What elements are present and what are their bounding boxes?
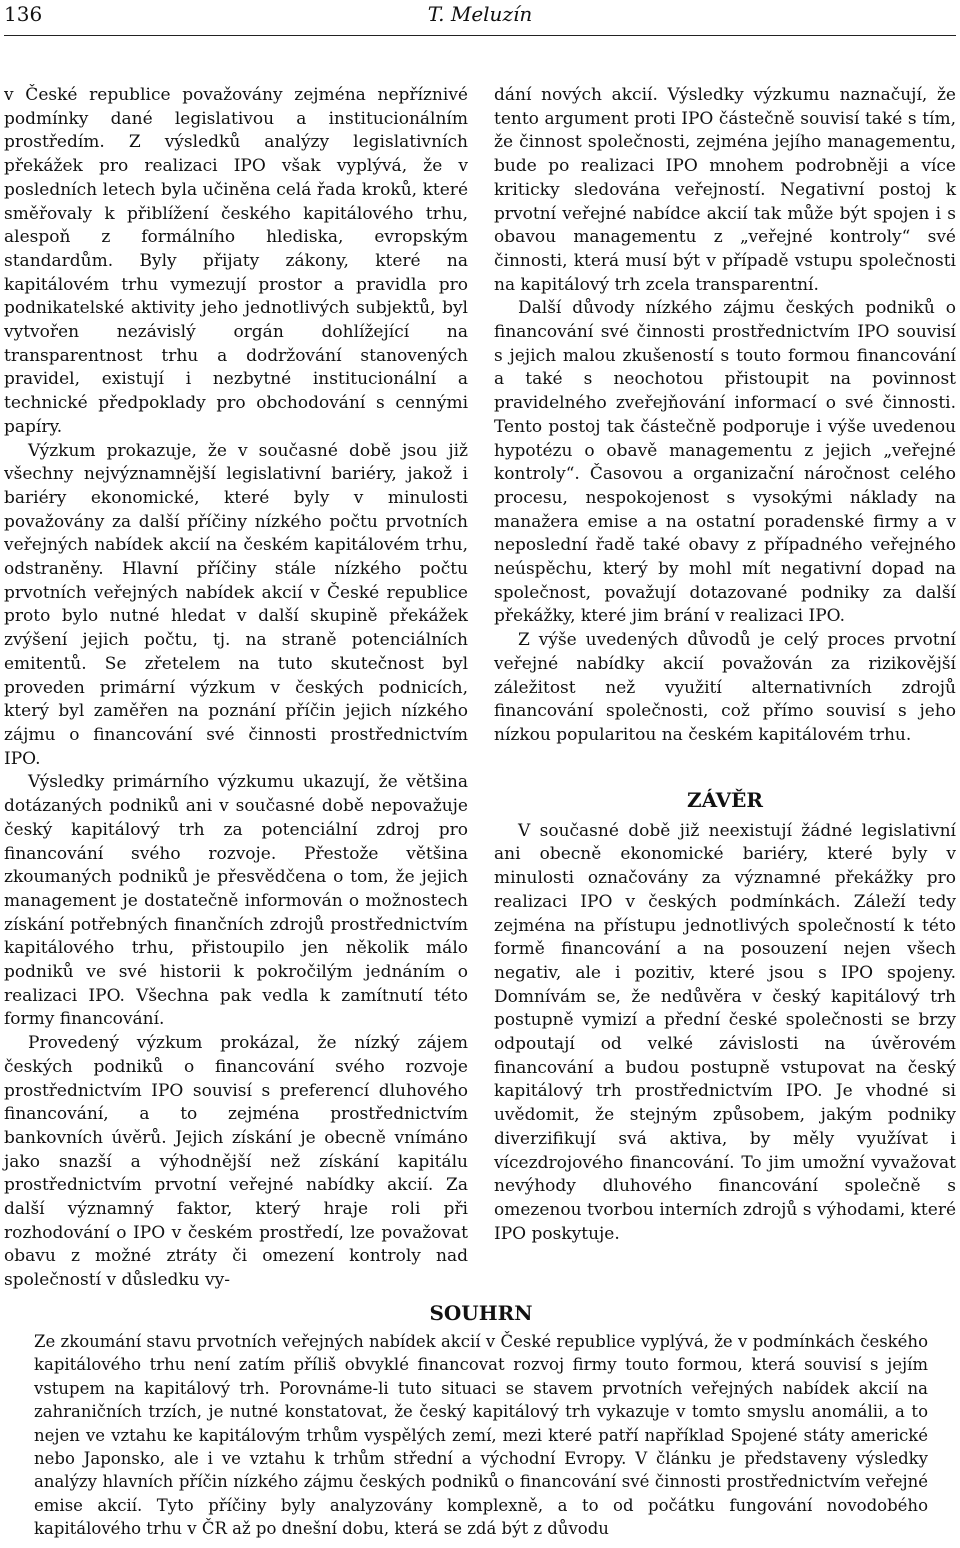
- summary-heading: SOUHRN: [429, 1301, 533, 1325]
- paragraph: Další důvody nízkého zájmu českých podniků o financování své činnosti prostřednictvím IPO souvisí s jejich malou zkušeností s touto formou financování a také s neochotou přistoupit na povinnost pravidelného zveřejňování informací o své činnosti. Tento postoj tak částečně podporuje i výše uvedenou hypotézu o obavě managementu z jejich „veřejné kontroly“. Časovou a organizační náročnost celého procesu, nespokojenost s vysokými náklady na manažera emise a na ostatní poradenské firmy a v neposlední řadě také obavy z případného veřejného neúspěchu, který by mohl mít negativní dopad na společnost, považují dotazované podniky za další překážky, které jim brání v realizaci IPO.: [494, 298, 956, 627]
- paragraph: v České republice považovány zejména nepříznivé podmínky dané legislativou a institucionálním prostředím. Z výsledků analýzy legislativních překážek pro realizaci IPO však vyplývá, že v posledních letech byla učiněna celá řada kroků, které směřovaly k přiblížení českého kapitálového trhu, alespoň z formálního hlediska, evropským standardům. Byly přijaty zákony, které na kapitálovém trhu vymezují prostor a pravidla pro podnikatelské aktivity jeho jednotlivých subjektů, byl vytvořen nezávislý orgán dohlížející na transparentnost trhu a dodržování stanovených pravidel, existují i nezbytné institucionální a technické předpoklady pro obchodování s cennými papíry.: [4, 85, 468, 437]
- conclusion-paragraph: V současné době již neexistují žádné legislativní ani obecně ekonomické bariéry, které byly v minulosti označovány za významné překážky pro realizaci IPO v českých podmínkách. Záleží tedy zejména na přístupu jednotlivých společností k této formě financování a na posouzení nejen všech negativ, ale i pozitiv, které jsou s IPO spojeny. Domnívám se, že nedůvěra v český kapitálový trh postupně vymizí a přední české společnosti se brzy odpoutají od velké závislosti na úvěrovém financování a budou postupně vstupovat na český kapitálový trh prostřednictvím IPO. Je vhodné si uvědomit, že stejným způsobem, jakým podniky diverzifikují svá aktiva, by měly využívat i vícezdrojového financování. To jim umožní vyvažovat nevýhody dluhového financování společně s omezenou tvorbou interních zdrojů s výhodami, které IPO poskytuje.: [494, 820, 957, 1244]
- paragraph: Výzkum prokazuje, že v současné době jsou již všechny nejvýznamnější legislativní bariéry, jakož i bariéry ekonomické, které byly v minulosti považovány za další příčiny nízkého počtu prvotních veřejných nabídek akcií na českém kapitálovém trhu, odstraněny. Hlavní příčiny stále nízkého počtu prvotních veřejných nabídek akcií v České republice proto bylo nutné hledat v další skupině překážek zvýšení jejich počtu, tj. na straně potenciálních emitentů. Se zřetelem na tuto skutečnost byl proveden primární výzkum v českých podnicích, který byl zaměřen na poznání příčin jejich nízkého zájmu o financování své činnosti prostřednictvím IPO.: [4, 440, 468, 769]
- page-header: [0, 0, 960, 44]
- paragraph: Z výše uvedených důvodů je celý proces prvotní veřejné nabídky akcií považován za rizikovější záležitost než využití alternativních zdrojů financování společnosti, což přímo souvisí s jeho nízkou popularitou na českém kapitálovém trhu.: [494, 630, 956, 745]
- paragraph: dání nových akcií. Výsledky výzkumu naznačují, že tento argument proti IPO částečně souvisí také s tím, že činnost společnosti, zejména jejího managementu, bude po realizaci IPO mnohem podrobněji a více kriticky sledována veřejností. Negativní postoj k prvotní veřejné nabídce akcií tak může být spojen i s obavou managementu z „veřejné kontroly“ své činnosti, která musí být v případě vstupu společnosti na kapitálový trh zcela transparentní.: [494, 85, 956, 295]
- paragraph: Provedený výzkum prokázal, že nízký zájem českých podniků o financování svého rozvoje prostřednictvím IPO souvisí s preferencí dluhového financování, a to zejména prostřednictvím bankovních úvěrů. Jejich získání je obecně vnímáno jako snazší a výhodnější než získání kapitálu prostřednictvím prvotní veřejné nabídky akcií. Za další významný faktor, který hraje roli při rozhodování o IPO v českém prostředí, lze považovat obavu z možné ztráty či omezení kontroly nad společností v důsledku vy-: [4, 1033, 468, 1291]
- page-number: 136: [4, 2, 43, 26]
- header-rule: [4, 35, 956, 36]
- summary-section: [34, 1300, 928, 1541]
- left-column: [4, 84, 468, 1293]
- running-title: T. Meluzín: [427, 2, 533, 26]
- right-column: [494, 84, 956, 1246]
- paragraph: Výsledky primárního výzkumu ukazují, že většina dotázaných podniků ani v současné době nepovažuje český kapitálový trh za potenciální zdroj pro financování svého rozvoje. Přestože většina zkoumaných podniků je přesvědčena o tom, že jejich management je dostatečně informován o možnostech získání potřebných finančních zdrojů prostřednictvím kapitálového trhu, přistoupilo jen několik málo podniků ve své historii k pokročilým jednáním o realizaci IPO. Všechna pak vedla k zamítnutí této formy financování.: [4, 772, 468, 1030]
- summary-text: Ze zkoumání stavu prvotních veřejných nabídek akcií v České republice vyplývá, že v podmínkách českého kapitálového trhu není zatím příliš obvyklé financovat rozvoj firmy touto formou, která souvisí s jejím vstupem na kapitálový trh. Porovnáme-li tuto situaci se stavem prvotních veřejných nabídek akcií na zahraničních trzích, je nutné konstatovat, že český kapitálový trh vykazuje v tomto smyslu anomálii, a to nejen ve vztahu ke kapitálovým trhům vyspělých zemí, mezi které patří například Spojené státy americké nebo Japonsko, ale i ve vztahu k trhům střední a východní Evropy. V článku je představeny výsledky analýzy hlavních příčin nízkého zájmu českých podniků o financování své činnosti prostřednictvím veřejné emise akcií. Tyto příčiny byly analyzovány komplexně, a to od počátku fungování novodobého kapitálového trhu v ČR až po dnešní dobu, která se zdá být z důvodu: [34, 1332, 928, 1539]
- conclusion-heading: ZÁVĚR: [686, 787, 764, 812]
